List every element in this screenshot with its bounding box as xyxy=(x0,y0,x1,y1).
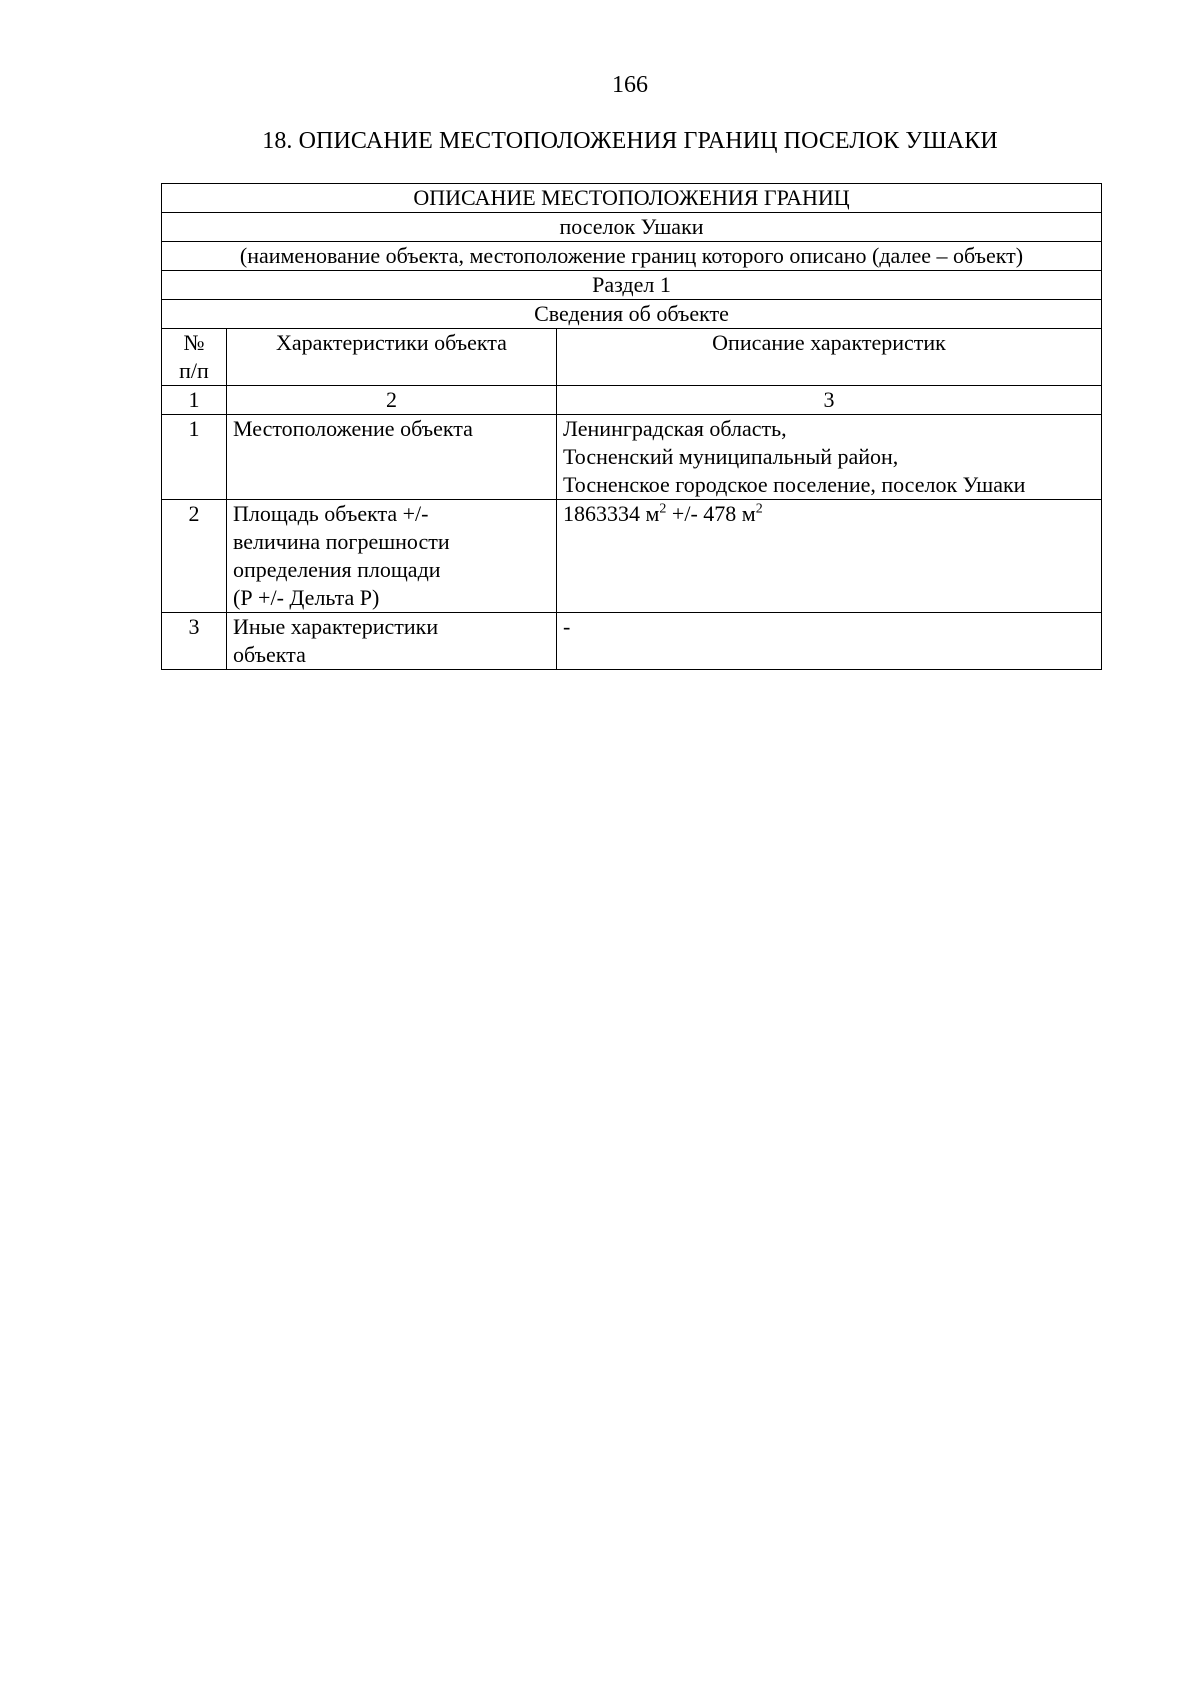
page-number: 166 xyxy=(612,72,648,98)
row-number: 2 xyxy=(162,500,227,613)
document-heading: 18. ОПИСАНИЕ МЕСТОПОЛОЖЕНИЯ ГРАНИЦ ПОСЕЛОК УШАКИ xyxy=(262,128,998,154)
location-line: Ленинградская область, xyxy=(563,416,787,441)
table-row xyxy=(162,415,1102,500)
area-separator: +/- xyxy=(671,501,698,526)
area-error-unit-power: 2 xyxy=(755,501,763,517)
header-description: Описание характеристик xyxy=(557,329,1102,386)
header-characteristics: Характеристики объекта xyxy=(227,329,557,386)
section-label: Раздел 1 xyxy=(162,271,1102,300)
section-title: Сведения об объекте xyxy=(162,300,1102,329)
row-number: 3 xyxy=(162,613,227,670)
characteristic-line: Местоположение объекта xyxy=(233,416,473,441)
header-number-sign: № xyxy=(183,330,205,355)
column-number-3: 3 xyxy=(557,386,1102,415)
table-row xyxy=(162,613,1102,670)
area-error-unit: м xyxy=(741,501,756,526)
characteristic-line: Иные характеристики xyxy=(233,614,439,639)
object-name-row xyxy=(162,213,1102,242)
object-name: поселок Ушаки xyxy=(162,213,1102,242)
header-number xyxy=(162,329,227,386)
object-caption: (наименование объекта, местоположение границ которого описано (далее – объект) xyxy=(162,242,1102,271)
header-number-abbr: п/п xyxy=(179,358,209,383)
area-cell xyxy=(557,500,1102,613)
column-header-row xyxy=(162,329,1102,386)
description-cell: - xyxy=(557,613,1102,670)
table-row xyxy=(162,500,1102,613)
table-title-row xyxy=(162,184,1102,213)
table-title: ОПИСАНИЕ МЕСТОПОЛОЖЕНИЯ ГРАНИЦ xyxy=(162,184,1102,213)
area-unit: м xyxy=(645,501,660,526)
characteristic-cell xyxy=(227,500,557,613)
section-row xyxy=(162,271,1102,300)
area-unit-power: 2 xyxy=(659,501,667,517)
location-line: Тосненское городское поселение, поселок Ушаки xyxy=(563,472,1026,497)
characteristic-line: определения площади xyxy=(233,557,441,582)
characteristic-line: объекта xyxy=(233,642,306,667)
area-error: 478 xyxy=(703,501,737,526)
boundary-table xyxy=(161,183,1102,670)
object-caption-row xyxy=(162,242,1102,271)
column-number-2: 2 xyxy=(227,386,557,415)
characteristic-cell xyxy=(227,613,557,670)
row-number: 1 xyxy=(162,415,227,500)
section-title-row xyxy=(162,300,1102,329)
description-cell xyxy=(557,415,1102,500)
characteristic-cell xyxy=(227,415,557,500)
characteristic-line: (Р +/- Дельта Р) xyxy=(233,585,380,610)
location-line: Тосненский муниципальный район, xyxy=(563,444,899,469)
column-number-1: 1 xyxy=(162,386,227,415)
characteristic-line: величина погрешности xyxy=(233,529,450,554)
characteristic-line: Площадь объекта +/- xyxy=(233,501,429,526)
area-value: 1863334 xyxy=(563,501,640,526)
column-number-row xyxy=(162,386,1102,415)
